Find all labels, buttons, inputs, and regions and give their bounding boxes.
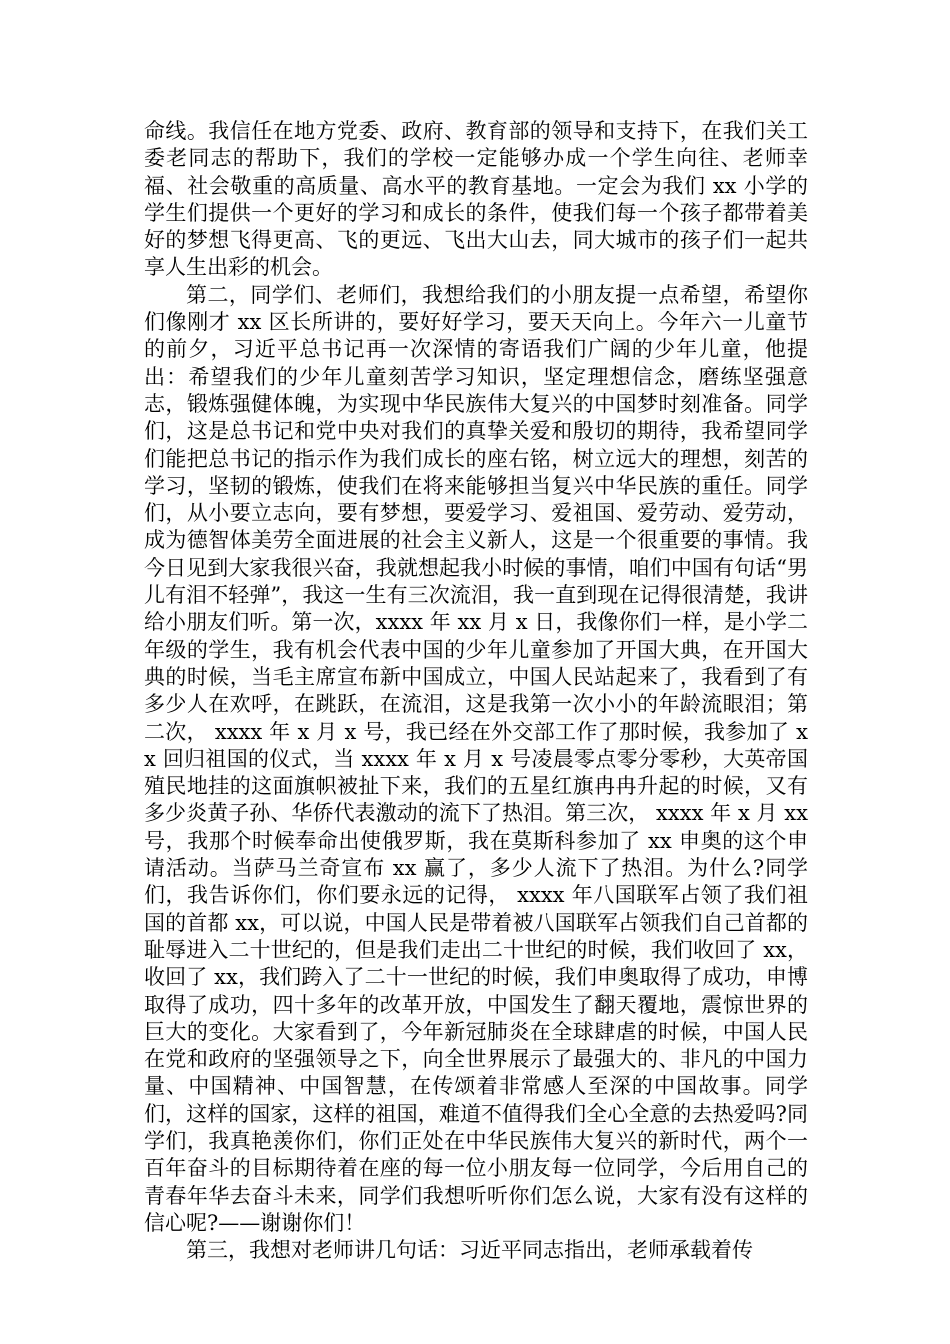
paragraph-third-point: 第三，我想对老师讲几句话：习近平同志指出，老师承载着传 xyxy=(186,1238,753,1263)
document-page xyxy=(144,118,808,1264)
paragraph-continuation: 命线。我信任在地方党委、政府、教育部的领导和支持下，在我们关工委老同志的帮助下，我们的学校一定能够办成一个学生向往、老师幸福、社会敬重的高质量、高水平的教育基地。一定会为我们 xx 小学的学生们提供一个更好的学习和成长的条件，使我们每一个孩子都带着美好的梦想飞得更高、飞的更远、飞出大山去，同大城市的孩子们一起共享人生出彩的机会。 xyxy=(144,119,808,280)
paragraph-second-point: 第二，同学们、老师们，我想给我们的小朋友提一点希望，希望你们像刚才 xx 区长所讲的，要好好学习，要天天向上。今年六一儿童节的前夕，习近平总书记再一次深情的寄语我们广阔的少年儿童，他提出：希望我们的少年儿童刻苦学习知识，坚定理想信念，磨练坚强意志，锻炼强健体魄，为实现中华民族伟大复兴的中国梦时刻准备。同学们，这是总书记和党中央对我们的真挚关爱和殷切的期待，我希望同学们能把总书记的指示作为我们成长的座右铭，树立远大的理想，刻苦的学习，坚韧的锻炼，使我们在将来能够担当复兴中华民族的重任。同学们，从小要立志向，要有梦想，要爱学习、爱祖国、爱劳动、爱劳动，成为德智体美劳全面进展的社会主义新人，这是一个很重要的事情。我今日见到大家我很兴奋，我就想起我小时候的事情，咱们中国有句话“男儿有泪不轻弹”，我这一生有三次流泪，我一直到现在记得很清楚，我讲给小朋友们听。第一次，xxxx 年 xx 月 x 日，我像你们一样，是小学二年级的学生，我有机会代表中国的少年儿童参加了开国大典，在开国大典的时候，当毛主席宣布新中国成立，中国人民站起来了，我看到了有多少人在欢呼，在跳跃，在流泪，这是我第一次小小的年龄流眼泪；第二次， xxxx 年 x 月 x 号，我已经在外交部工作了那时候，我参加了 xx 回归祖国的仪式，当 xxxx 年 x 月 x 号凌晨零点零分零秒，大英帝国殖民地挂的这面旗帜被扯下来，我们的五星红旗冉冉升起的时候，又有多少炎黄子孙、华侨代表激动的流下了热泪。第三次， xxxx 年 x 月 xx 号，我那个时候奉命出使俄罗斯，我在莫斯科参加了 xx 申奥的这个申请活动。当萨马兰奇宣布 xx 赢了，多少人流下了热泪。为什么?同学们，我告诉你们，你们要永远的记得， xxxx 年八国联军占领了我们祖国的首都 xx，可以说，中国人民是带着被八国联军占领我们自己首都的耻辱进入二十世纪的，但是我们走出二十世纪的时候，我们收回了 xx，收回了 xx，我们跨入了二十一世纪的时候，我们申奥取得了成功，申博取得了成功，四十多年的改革开放，中国发生了翻天覆地，震惊世界的巨大的变化。大家看到了，今年新冠肺炎在全球肆虐的时候，中国人民在党和政府的坚强领导之下，向全世界展示了最强大的、非凡的中国力量、中国精神、中国智慧，在传颂着非常感人至深的中国故事。同学们，这样的国家，这样的祖国，难道不值得我们全心全意的去热爱吗?同学们，我真艳羡你们，你们正处在中华民族伟大复兴的新时代，两个一百年奋斗的目标期待着在座的每一位小朋友每一位同学，今后用自己的青春年华去奋斗未来，同学们我想听听你们怎么说，大家有没有这样的信心呢?——谢谢你们！ xyxy=(144,282,808,1235)
